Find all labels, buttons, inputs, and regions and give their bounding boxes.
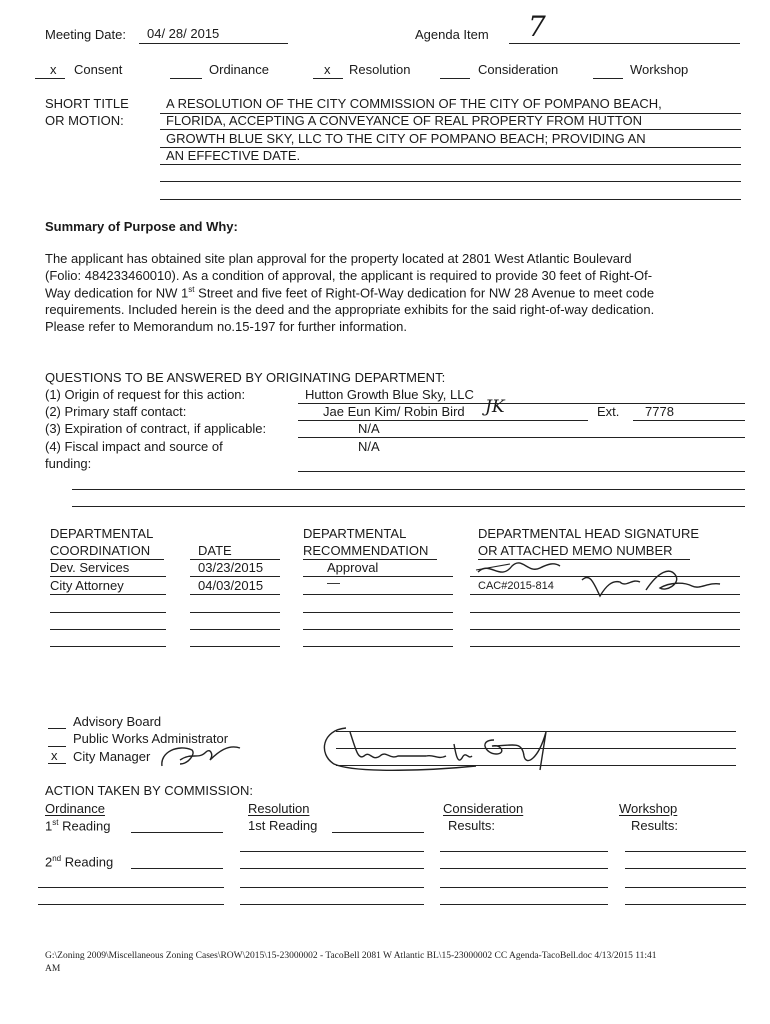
workshop-blank — [593, 78, 623, 79]
q2-value: Jae Eun Kim/ Robin Bird — [323, 404, 465, 419]
coord-row-rule — [303, 612, 453, 613]
action-rule — [440, 887, 608, 888]
short-title-label: SHORT TITLE — [45, 96, 129, 111]
consent-blank — [35, 78, 65, 79]
coord-row-rule — [303, 629, 453, 630]
coord-col-rec-line-2: RECOMMENDATION — [303, 543, 429, 558]
short-title-line-2: FLORIDA, ACCEPTING A CONVEYANCE OF REAL PROPERTY FROM HUTTON — [166, 113, 643, 128]
resolution-label: Resolution — [349, 62, 411, 77]
action-ordinance-second-reading: 2nd Reading — [45, 854, 114, 870]
ext-label: Ext. — [597, 404, 620, 419]
ordinance-second-blank — [131, 868, 223, 869]
or-motion-label: OR MOTION: — [45, 113, 124, 128]
coord-col-date: DATE — [198, 543, 232, 558]
action-rule — [625, 868, 746, 869]
footer-path: G:\Zoning 2009\Miscellaneous Zoning Cases\ROW\2015\15-23000002 - TacoBell 2081 W Atlantic BL\15-23000002 CC Agenda-TacoBell.doc 4/13/2015 11:41 — [45, 951, 657, 961]
department-head-signature — [470, 552, 742, 602]
coord-row-rule — [470, 646, 740, 647]
coord-row-rule — [190, 594, 280, 595]
q3-label: (3) Expiration of contract, if applicable: — [45, 421, 267, 436]
summary-line-3: Way dedication for NW 1st Street and five feet of Right-Of-Way dedication for NW 28 Avenue to meet code — [45, 285, 655, 301]
title-rule — [160, 181, 741, 182]
action-rule — [625, 904, 746, 905]
coord-row-rule — [470, 629, 740, 630]
city-manager-label: City Manager — [73, 749, 151, 764]
summary-line-5: Please refer to Memorandum no.15-197 for further information. — [45, 319, 408, 334]
coord-row-rule — [303, 646, 453, 647]
consent-label: Consent — [74, 62, 123, 77]
coord-row-1-date: 03/23/2015 — [198, 560, 264, 575]
action-consideration-label: Consideration — [443, 801, 524, 816]
action-workshop-label: Workshop — [619, 801, 678, 816]
coord-col-dept-line-1: DEPARTMENTAL — [50, 526, 154, 541]
coord-row-2-date: 04/03/2015 — [198, 578, 264, 593]
advisory-board-label: Advisory Board — [73, 714, 162, 729]
resolution-blank — [313, 78, 343, 79]
action-workshop-results: Results: — [631, 818, 678, 833]
funding-rule — [72, 506, 745, 507]
q3-underline — [298, 437, 745, 438]
q4-value: N/A — [358, 439, 380, 454]
coord-col-rec-line-1: DEPARTMENTAL — [303, 526, 407, 541]
coord-row-rule — [50, 646, 166, 647]
action-rule — [440, 851, 608, 852]
coord-row-rule — [50, 594, 166, 595]
title-rule — [160, 164, 741, 165]
action-rule — [625, 887, 746, 888]
consideration-label: Consideration — [478, 62, 559, 77]
agenda-item-value: 7 — [528, 10, 546, 43]
staff-initials: JK — [485, 397, 505, 417]
coord-row-1-rec: Approval — [327, 560, 379, 575]
action-consideration-results: Results: — [448, 818, 495, 833]
q3-value: N/A — [358, 421, 380, 436]
public-works-label: Public Works Administrator — [73, 731, 229, 746]
action-rule — [240, 868, 424, 869]
action-ordinance-label: Ordinance — [45, 801, 105, 816]
advisory-board-blank — [48, 728, 66, 729]
action-rule — [240, 887, 424, 888]
title-rule — [160, 129, 741, 130]
q1-value: Hutton Growth Blue Sky, LLC — [305, 387, 474, 402]
coord-row-rule — [50, 612, 166, 613]
ext-underline — [633, 420, 745, 421]
action-rule — [440, 904, 608, 905]
coord-row-rule — [303, 576, 453, 577]
coord-row-rule — [190, 629, 280, 630]
action-rule — [240, 851, 424, 852]
agenda-item-label: Agenda Item — [415, 27, 489, 42]
city-manager-signature — [316, 720, 566, 776]
coord-row-rule — [190, 646, 280, 647]
ordinance-blank — [170, 78, 202, 79]
coord-row-rule — [50, 576, 166, 577]
q1-label: (1) Origin of request for this action: — [45, 387, 246, 402]
coord-row-2-memo: CAC#2015-814 — [478, 580, 554, 592]
footer-path-cont: AM — [45, 964, 61, 974]
ext-value: 7778 — [645, 404, 674, 419]
consideration-blank — [440, 78, 470, 79]
summary-line-4: requirements. Included herein is the deed and the appropriate exhibits for the said right-of-way dedication. — [45, 302, 655, 317]
action-rule — [38, 887, 224, 888]
coord-row-2-dept: City Attorney — [50, 578, 124, 593]
ordinance-first-blank — [131, 832, 223, 833]
action-ordinance-first-reading: 1st Reading — [45, 818, 111, 834]
title-rule — [160, 199, 741, 200]
agenda-item-underline — [509, 43, 740, 44]
q2-underline — [298, 420, 588, 421]
coord-row-2-rec: — — [327, 575, 340, 590]
questions-heading: QUESTIONS TO BE ANSWERED BY ORIGINATING DEPARTMENT: — [45, 370, 446, 385]
meeting-date-value: 04/ 28/ 2015 — [147, 26, 220, 41]
ordinance-label: Ordinance — [209, 62, 269, 77]
coord-col-memo-line-1: DEPARTMENTAL HEAD SIGNATURE — [478, 526, 700, 541]
coord-col-dept-line-2: COORDINATION — [50, 543, 151, 558]
coord-row-rule — [50, 629, 166, 630]
meeting-date-underline — [139, 43, 288, 44]
coord-row-rule — [190, 612, 280, 613]
workshop-label: Workshop — [630, 62, 689, 77]
coord-row-rule — [190, 576, 280, 577]
coord-row-rule — [470, 612, 740, 613]
coord-col-memo-line-2: OR ATTACHED MEMO NUMBER — [478, 543, 673, 558]
action-rule — [38, 904, 224, 905]
short-title-line-1: A RESOLUTION OF THE CITY COMMISSION OF THE CITY OF POMPANO BEACH, — [166, 96, 662, 111]
q4-label-line-2: funding: — [45, 456, 92, 471]
public-works-blank — [48, 746, 66, 747]
action-resolution-label: Resolution — [248, 801, 310, 816]
summary-heading: Summary of Purpose and Why: — [45, 219, 238, 234]
short-title-line-3: GROWTH BLUE SKY, LLC TO THE CITY OF POMPANO BEACH; PROVIDING AN — [166, 131, 646, 146]
action-rule — [440, 868, 608, 869]
q4-label-line-1: (4) Fiscal impact and source of — [45, 439, 223, 454]
funding-rule — [72, 489, 745, 490]
city-manager-initials — [158, 738, 244, 774]
q4-underline — [298, 471, 745, 472]
action-heading: ACTION TAKEN BY COMMISSION: — [45, 783, 254, 798]
short-title-line-4: AN EFFECTIVE DATE. — [166, 148, 301, 163]
coord-row-rule — [303, 594, 453, 595]
summary-line-1: The applicant has obtained site plan approval for the property located at 2801 West Atlantic Boulevard — [45, 251, 632, 266]
meeting-date-label: Meeting Date: — [45, 27, 126, 42]
city-manager-mark: x — [51, 748, 58, 763]
consent-mark: x — [50, 62, 57, 77]
action-rule — [625, 851, 746, 852]
summary-line-2: (Folio: 484233460010). As a condition of approval, the applicant is required to provide 30 feet of Right-Of- — [45, 268, 653, 283]
resolution-first-blank — [332, 832, 424, 833]
city-manager-blank — [48, 763, 66, 764]
coord-row-1-dept: Dev. Services — [50, 560, 130, 575]
action-rule — [240, 904, 424, 905]
q2-label: (2) Primary staff contact: — [45, 404, 187, 419]
resolution-mark: x — [324, 62, 331, 77]
action-resolution-first-reading: 1st Reading — [248, 818, 318, 833]
